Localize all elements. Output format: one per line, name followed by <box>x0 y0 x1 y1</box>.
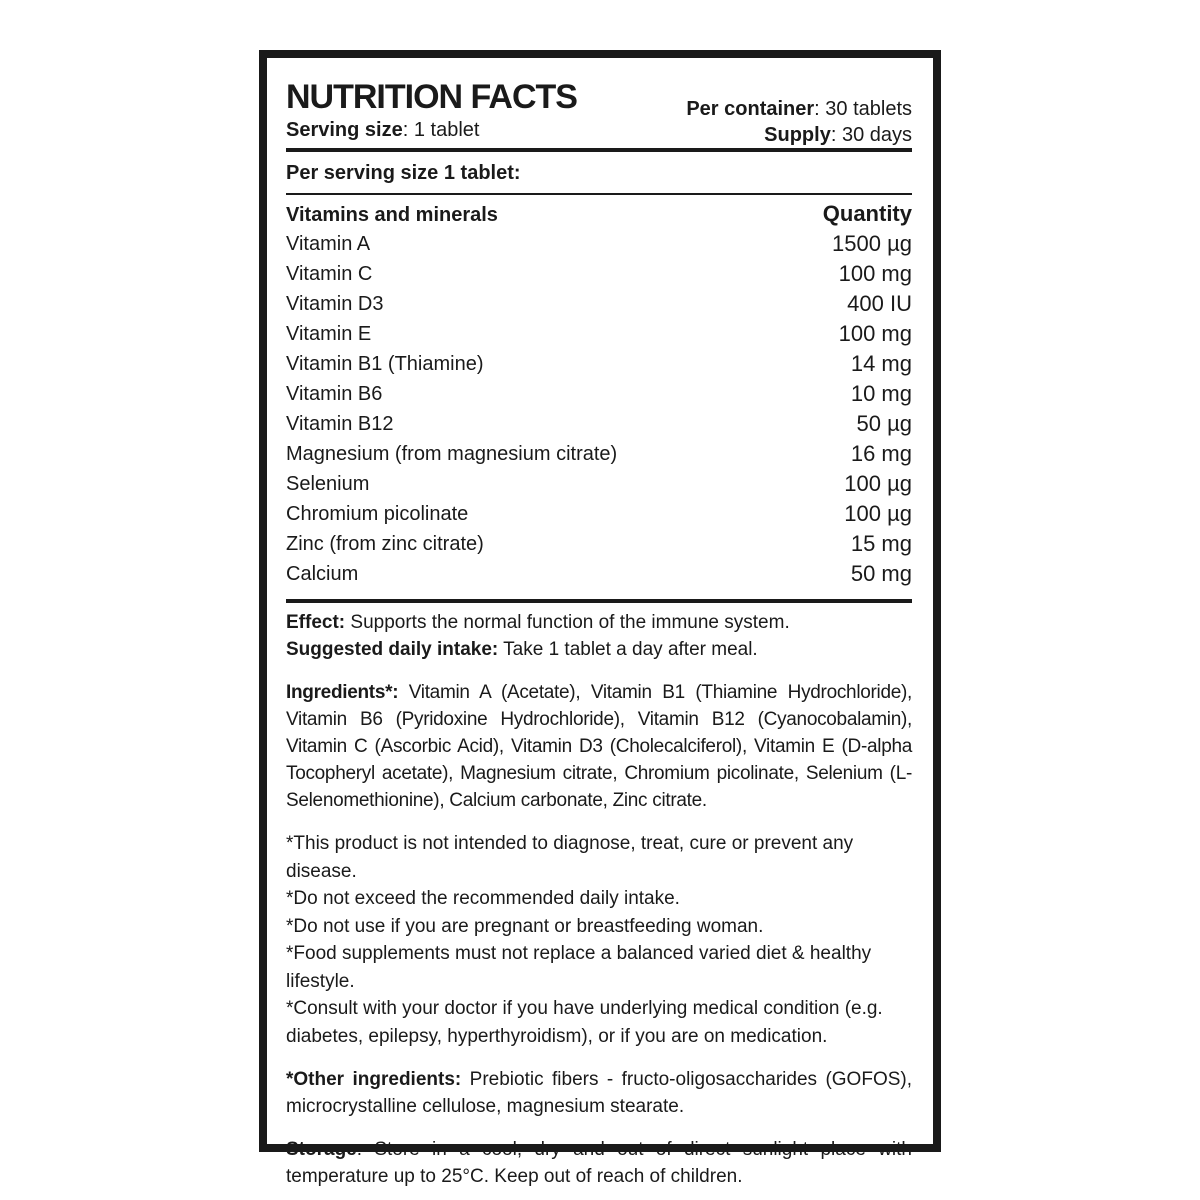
nutrient-quantity: 100 mg <box>838 261 912 286</box>
per-container-label: Per container <box>686 98 815 120</box>
daily-intake <box>286 636 912 663</box>
supply <box>686 122 912 148</box>
per-serving-heading: Per serving size 1 tablet: <box>286 162 521 184</box>
effect-label: Effect: <box>286 612 346 633</box>
nutrition-label <box>259 50 941 1187</box>
table-row <box>286 229 912 259</box>
nutrient-name: Vitamin C <box>286 262 373 285</box>
supply-label: Supply <box>764 124 831 146</box>
nutrient-quantity: 16 mg <box>850 441 912 466</box>
ingredients-label: Ingredients*: <box>286 682 399 703</box>
label-title: NUTRITION FACTS <box>286 78 577 116</box>
table-header <box>286 195 912 229</box>
nutrient-name: Selenium <box>286 472 370 495</box>
storage <box>286 1136 912 1190</box>
nutrient-table <box>286 229 912 589</box>
nutrient-quantity: 50 µg <box>856 411 912 436</box>
other-ingredients <box>286 1066 912 1120</box>
nutrient-name: Vitamin E <box>286 322 372 345</box>
storage-label: Storage <box>286 1139 357 1160</box>
nutrient-name: Calcium <box>286 562 359 585</box>
table-row <box>286 439 912 469</box>
nutrient-name: Chromium picolinate <box>286 502 469 525</box>
serving-size-label: Serving size <box>286 119 403 141</box>
other-ingredients-label: *Other ingredients: <box>286 1069 462 1090</box>
nutrient-name: Magnesium (from magnesium citrate) <box>286 442 618 465</box>
table-row <box>286 379 912 409</box>
table-row <box>286 469 912 499</box>
warning-item: *Do not use if you are pregnant or breastfeeding woman. <box>286 915 764 937</box>
warnings <box>286 830 912 1050</box>
nutrient-quantity: 100 µg <box>844 471 912 496</box>
nutrient-quantity: 100 µg <box>844 501 912 526</box>
label-content <box>286 80 912 1190</box>
nutrient-quantity: 50 mg <box>850 561 912 586</box>
column-header-quantity: Quantity <box>822 201 912 226</box>
per-container <box>686 96 912 122</box>
nutrient-quantity: 400 IU <box>847 291 912 316</box>
daily-intake-text: Take 1 tablet a day after meal. <box>498 639 758 660</box>
per-container-value: : 30 tablets <box>814 98 912 120</box>
warning-item: *This product is not intended to diagnose, treat, cure or prevent any disease. <box>286 833 854 882</box>
nutrient-quantity: 14 mg <box>850 351 912 376</box>
table-row <box>286 529 912 559</box>
serving-size-value: : 1 tablet <box>402 119 480 141</box>
other-ingredients-text: Prebiotic fibers - fructo-oligosaccharides (GOFOS), microcrystalline cellulose, magnesium stearate. <box>286 1069 913 1117</box>
nutrient-name: Vitamin B12 <box>286 412 394 435</box>
nutrient-quantity: 100 mg <box>838 321 912 346</box>
nutrient-name: Vitamin D3 <box>286 292 384 315</box>
container-info <box>686 96 912 148</box>
warning-item: *Food supplements must not replace a balanced varied diet & healthy lifestyle. <box>286 943 872 992</box>
nutrient-name: Vitamin A <box>286 232 371 255</box>
warning-item: *Do not exceed the recommended daily intake. <box>286 888 680 909</box>
label-header <box>286 80 912 148</box>
effect <box>286 609 912 636</box>
ingredients-text: Vitamin A (Acetate), Vitamin B1 (Thiamine Hydrochloride), Vitamin B6 (Pyridoxine Hydrochloride), Vitamin B12 (Cyanocobalamin), Vitamin C (Ascorbic Acid), Vitamin D3 (Cholecalciferol), Vitamin E (D-alpha Tocopheryl acetate), Magnesium citrate, Chromium picolinate, Selenium (L-Selenomethionine), Calcium carbonate, Zinc citrate. <box>286 682 912 811</box>
nutrient-name: Vitamin B1 (Thiamine) <box>286 352 484 375</box>
nutrient-quantity: 15 mg <box>850 531 912 556</box>
table-row <box>286 559 912 589</box>
daily-intake-label: Suggested daily intake: <box>286 639 499 660</box>
table-row <box>286 319 912 349</box>
nutrient-name: Vitamin B6 <box>286 382 383 405</box>
table-row <box>286 289 912 319</box>
table-row <box>286 499 912 529</box>
table-row <box>286 409 912 439</box>
nutrient-quantity: 10 mg <box>850 381 912 406</box>
supply-value: : 30 days <box>830 124 912 146</box>
effect-text: Supports the normal function of the immune system. <box>345 612 790 633</box>
nutrient-quantity: 1500 µg <box>832 231 912 256</box>
table-row <box>286 349 912 379</box>
nutrient-name: Zinc (from zinc citrate) <box>286 532 484 555</box>
storage-text: : Store in a cool, dry and out of direct sunlight place with temperature up to 25°C. Keep out of reach of children. <box>286 1139 912 1187</box>
table-row <box>286 259 912 289</box>
serving-size <box>286 120 479 140</box>
warning-item: *Consult with your doctor if you have underlying medical condition (e.g. diabetes, epilepsy, hyperthyroidism), or if you are on medication. <box>286 998 883 1047</box>
ingredients <box>286 679 912 814</box>
column-header-nutrient: Vitamins and minerals <box>286 204 498 226</box>
